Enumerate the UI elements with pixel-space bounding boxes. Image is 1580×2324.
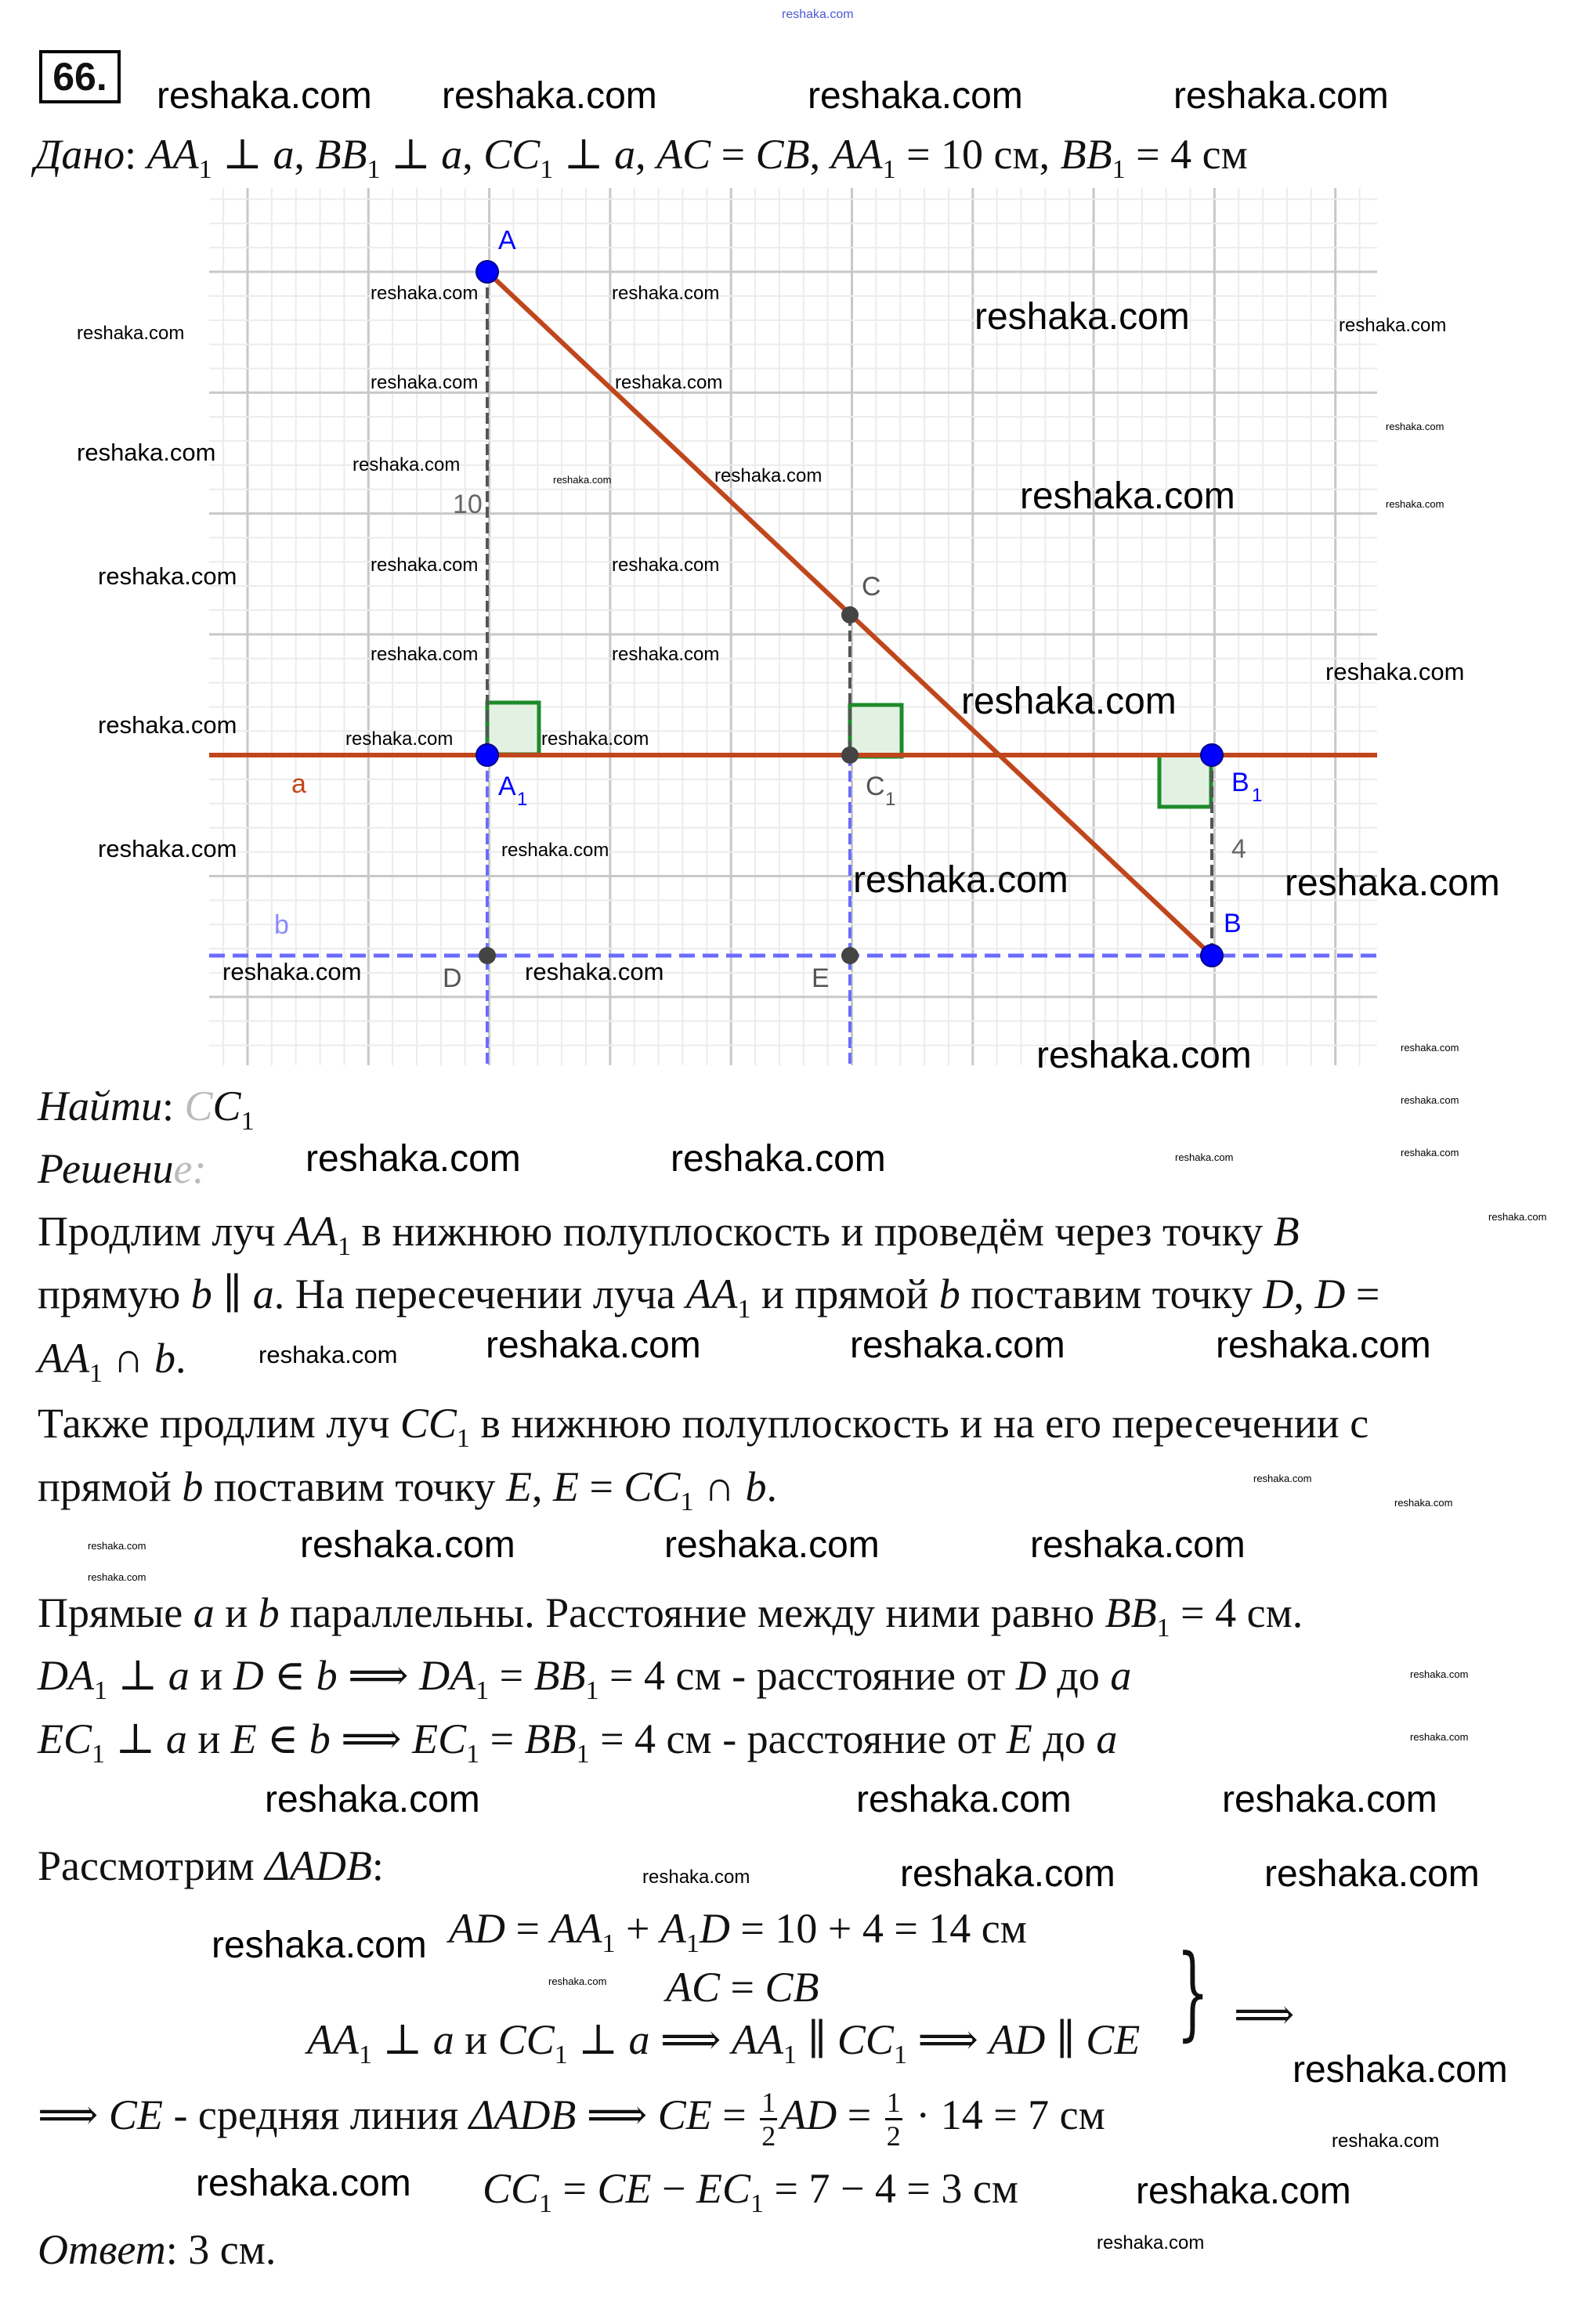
watermark: reshaka.com [345, 728, 454, 750]
watermark: reshaka.com [541, 728, 649, 750]
subscript: 1 [737, 1295, 751, 1324]
label-line-b: b [274, 910, 289, 940]
subscript: 1 [783, 2040, 797, 2069]
math-symbol: a [432, 2016, 454, 2063]
watermark: reshaka.com [782, 8, 854, 21]
subscript: 1 [882, 155, 896, 184]
text-segment: ∩ [693, 1463, 746, 1510]
subscript: 1 [240, 1107, 255, 1136]
watermark: reshaka.com [1410, 1731, 1469, 1743]
point-C [841, 606, 859, 623]
math-symbol: CE [108, 2091, 163, 2138]
text-segment: = 4 см - расстояние от [598, 1652, 1016, 1699]
line-p1 [38, 1206, 1300, 1272]
watermark: reshaka.com [98, 562, 237, 590]
fraction-denominator: 2 [886, 2120, 901, 2152]
watermark: reshaka.com [1173, 75, 1389, 117]
subscript: 1 [893, 2040, 907, 2069]
math-symbol: AA [307, 2016, 359, 2063]
watermark: reshaka.com [486, 1325, 701, 1366]
line-p2 [38, 1269, 1379, 1335]
line-p4 [38, 1398, 1368, 1464]
text-segment: − [651, 2165, 696, 2212]
math-symbol: a [614, 131, 636, 178]
text-segment: = [479, 1715, 525, 1762]
line-p5 [38, 1462, 777, 1527]
text-segment: : [125, 131, 147, 178]
text-segment: е: [173, 1145, 207, 1192]
watermark: reshaka.com [856, 1779, 1072, 1820]
point-A1 [476, 744, 498, 766]
watermark: reshaka.com [612, 283, 720, 304]
text-segment: : [162, 1082, 185, 1129]
point-B1 [1201, 744, 1223, 766]
subscript: 1 [685, 1929, 700, 1958]
text-segment: и [454, 2016, 498, 2063]
text-segment: и [214, 1589, 259, 1636]
math-symbol: CC [837, 2016, 894, 2063]
math-symbol: b [182, 1463, 204, 1510]
text-segment: = 10 см, [895, 131, 1061, 178]
subscript: 1 [475, 1676, 490, 1705]
fraction-numerator: 1 [886, 2087, 901, 2118]
watermark: reshaka.com [1339, 315, 1447, 336]
text-segment: , [809, 131, 831, 178]
text-segment: в нижнюю полуплоскость и на его пересечении с [469, 1400, 1369, 1447]
text-segment: , [462, 131, 484, 178]
watermark: reshaka.com [98, 835, 237, 862]
problem-number: 66. [39, 50, 121, 103]
label-A1-sub: 1 [517, 789, 528, 810]
text-segment: и прямой [750, 1270, 939, 1317]
text-segment: - средняя линия [162, 2091, 469, 2138]
watermark: reshaka.com [353, 454, 461, 475]
subscript: 1 [750, 2189, 765, 2218]
fraction-denominator: 2 [761, 2120, 776, 2152]
subscript: 1 [338, 1232, 352, 1261]
math-symbol: AA [38, 1335, 89, 1382]
line-p6 [38, 1588, 1303, 1654]
watermark: reshaka.com [1386, 498, 1444, 510]
text-segment: ∈ [263, 1652, 316, 1699]
text-segment: = 10 + 4 = 14 см [729, 1905, 1027, 1952]
watermark: reshaka.com [77, 323, 185, 344]
fraction-one-half [760, 2088, 777, 2150]
point-B [1201, 945, 1223, 967]
watermark: reshaka.com [1488, 1211, 1547, 1223]
text-segment: = [837, 2091, 882, 2138]
math-symbol: BB [1105, 1589, 1157, 1636]
text-segment: и [186, 1715, 231, 1762]
math-symbol: b [309, 1715, 331, 1762]
text-segment: , [531, 1463, 553, 1510]
text-segment: = [1345, 1270, 1380, 1317]
text-segment: ⟹ [337, 1652, 420, 1699]
line-find [38, 1081, 255, 1147]
system-brace: } [1177, 1932, 1209, 2051]
text-segment: прямую [38, 1270, 191, 1317]
text-segment: , [294, 131, 316, 178]
subscript: 1 [585, 1676, 599, 1705]
math-symbol: E [505, 1463, 532, 1510]
math-symbol: AA [685, 1270, 738, 1317]
watermark: reshaka.com [974, 296, 1190, 338]
watermark: reshaka.com [1036, 1035, 1252, 1076]
text-segment: = 4 см - расстояние от [589, 1715, 1007, 1762]
text-segment: поставим точку [960, 1270, 1264, 1317]
line-answer [38, 2225, 276, 2275]
subscript: 1 [358, 2040, 372, 2069]
math-symbol: EC [412, 1715, 467, 1762]
text-segment: ⟹ [330, 1715, 413, 1762]
line-solution [38, 1144, 206, 1194]
text-segment: = [552, 2165, 598, 2212]
math-symbol: b [938, 1270, 960, 1317]
math-symbol: a [193, 1589, 215, 1636]
text-segment: Дано [34, 131, 125, 178]
watermark: reshaka.com [196, 2163, 411, 2204]
text-segment: = 4 см. [1170, 1589, 1303, 1636]
point-D [479, 947, 496, 964]
math-symbol: BB [315, 131, 367, 178]
math-symbol: CC [497, 2016, 555, 2063]
text-segment: и [189, 1652, 233, 1699]
watermark: reshaka.com [1332, 2131, 1440, 2152]
text-segment: . На пересечении луча [273, 1270, 686, 1317]
text-segment: до [1032, 1715, 1097, 1762]
subscript: 1 [576, 1740, 590, 1769]
watermark: reshaka.com [612, 644, 720, 665]
math-symbol: AC [656, 131, 711, 178]
math-symbol: b [190, 1270, 212, 1317]
text-segment: ⊥ [380, 131, 442, 178]
text-segment: C [184, 1082, 213, 1129]
watermark: reshaka.com [615, 372, 723, 393]
fraction-one-half [885, 2088, 902, 2150]
subscript: 1 [554, 2040, 568, 2069]
text-segment: Прямые [38, 1589, 193, 1636]
math-symbol: a [168, 1652, 190, 1699]
text-segment: параллельны. Расстояние между ними равно [279, 1589, 1105, 1636]
label-A: A [498, 226, 516, 255]
math-symbol: AA [286, 1208, 338, 1255]
text-segment: : 3 см. [165, 2226, 277, 2273]
math-symbol: CC [624, 1463, 681, 1510]
math-symbol: CE [657, 2091, 712, 2138]
watermark: reshaka.com [900, 1853, 1115, 1895]
line-eq4a [38, 2088, 1105, 2150]
text-segment: = [720, 1964, 765, 2011]
math-symbol: E [552, 1463, 579, 1510]
watermark: reshaka.com [850, 1325, 1065, 1366]
text-segment: поставим точку [203, 1463, 506, 1510]
label-B1-sub: 1 [1252, 785, 1263, 806]
subscript: 1 [198, 155, 212, 184]
watermark: reshaka.com [371, 372, 479, 393]
text-segment: = [711, 2091, 757, 2138]
text-segment: = [578, 1463, 624, 1510]
subscript: 1 [1156, 1614, 1170, 1643]
watermark: reshaka.com [98, 711, 237, 739]
math-symbol: CC [483, 2165, 540, 2212]
subscript: 1 [1112, 155, 1126, 184]
watermark: reshaka.com [300, 1524, 515, 1566]
watermark: reshaka.com [1253, 1473, 1312, 1484]
text-segment: Найти [38, 1082, 162, 1129]
watermark: reshaka.com [1136, 2170, 1351, 2212]
text-segment: = 4 см [1125, 131, 1248, 178]
watermark: reshaka.com [371, 644, 479, 665]
subscript: 1 [92, 1740, 106, 1769]
line-given [34, 129, 1248, 195]
math-symbol: a [273, 131, 295, 178]
math-symbol: EC [696, 2165, 751, 2212]
label-C1-sub: 1 [885, 789, 896, 810]
watermark: reshaka.com [306, 1138, 521, 1180]
watermark: reshaka.com [1325, 658, 1465, 685]
text-segment: прямой [38, 1463, 183, 1510]
text-segment: ⟹ [576, 2091, 658, 2138]
math-symbol: BB [533, 1652, 586, 1699]
watermark: reshaka.com [961, 681, 1177, 722]
watermark: reshaka.com [1410, 1668, 1469, 1680]
watermark: reshaka.com [222, 958, 362, 985]
text-segment: ⟹ [38, 2091, 109, 2138]
math-symbol: DA [38, 1652, 94, 1699]
math-symbol: EC [38, 1715, 92, 1762]
text-segment: ∥ [212, 1270, 253, 1317]
text-segment: Ответ [38, 2226, 166, 2273]
text-segment: ⊥ [371, 2016, 433, 2063]
watermark: reshaka.com [265, 1779, 480, 1820]
watermark: reshaka.com [1097, 2232, 1205, 2254]
text-segment: , [635, 131, 657, 178]
subscript: 1 [93, 1676, 107, 1705]
subscript: 1 [540, 155, 554, 184]
right-angle-marker [850, 705, 902, 757]
text-segment: . [766, 1463, 777, 1510]
math-symbol: AD [449, 1905, 505, 1952]
math-symbol: D [1263, 1270, 1294, 1317]
text-segment: = [710, 131, 756, 178]
math-symbol: DA [419, 1652, 476, 1699]
math-symbol: b [316, 1652, 338, 1699]
line-p8 [38, 1714, 1117, 1780]
text-segment: Продлим луч [38, 1208, 287, 1255]
line-eq1 [449, 1903, 1027, 1969]
label-C1: C [866, 772, 885, 801]
math-symbol: E [230, 1715, 257, 1762]
label-length-4: 4 [1231, 834, 1246, 864]
watermark: reshaka.com [442, 75, 657, 117]
math-symbol: AD [780, 2091, 837, 2138]
watermark: reshaka.com [1222, 1779, 1437, 1820]
watermark: reshaka.com [501, 840, 609, 861]
text-segment: ⊥ [212, 131, 273, 178]
line-eq3 [307, 2015, 1140, 2080]
watermark: reshaka.com [1030, 1524, 1246, 1566]
math-symbol: AC [666, 1964, 721, 2011]
text-segment: : [371, 1842, 384, 1889]
watermark: reshaka.com [157, 75, 372, 117]
math-symbol: CC [400, 1400, 457, 1447]
math-symbol: a [628, 2016, 650, 2063]
text-segment: ∥ [1045, 2016, 1086, 2063]
line-p3 [38, 1333, 186, 1399]
watermark: reshaka.com [553, 474, 612, 486]
watermark: reshaka.com [1285, 862, 1500, 904]
math-symbol: E [1006, 1715, 1032, 1762]
label-D: D [443, 963, 462, 993]
text-segment: в нижнюю полуплоскость и проведём через точку [351, 1208, 1274, 1255]
text-segment: = [489, 1652, 534, 1699]
watermark: reshaka.com [88, 1540, 146, 1552]
watermark: reshaka.com [1216, 1325, 1431, 1366]
math-symbol: a [165, 1715, 187, 1762]
watermark: reshaka.com [212, 1925, 427, 1966]
math-symbol: D [1015, 1652, 1047, 1699]
math-symbol: ΔADB [468, 2091, 577, 2138]
text-segment: = [504, 1905, 551, 1952]
watermark: reshaka.com [1020, 475, 1235, 517]
watermark: reshaka.com [77, 439, 216, 466]
point-A [476, 261, 498, 283]
math-symbol: AA [146, 131, 199, 178]
subscript: 1 [466, 1740, 480, 1769]
watermark: reshaka.com [1401, 1147, 1459, 1158]
watermark: reshaka.com [612, 555, 720, 576]
math-symbol: a [1096, 1715, 1118, 1762]
text-segment: , [1293, 1270, 1315, 1317]
text-segment: ∥ [796, 2016, 837, 2063]
math-symbol: D [699, 1905, 730, 1952]
math-symbol: CE [1086, 2016, 1141, 2063]
math-symbol: D [1314, 1270, 1346, 1317]
text-segment: + [615, 1905, 660, 1952]
math-symbol: a [441, 131, 463, 178]
watermark: reshaka.com [548, 1975, 607, 1987]
subscript: 1 [602, 1929, 616, 1958]
math-symbol: A [660, 1905, 686, 1952]
math-symbol: CE [597, 2165, 652, 2212]
math-symbol: D [233, 1652, 264, 1699]
point-C1 [841, 746, 859, 764]
math-symbol: BB [1060, 131, 1112, 178]
text-segment: ⊥ [567, 2016, 629, 2063]
text-segment: до [1046, 1652, 1111, 1699]
line-p7 [38, 1650, 1131, 1716]
watermark: reshaka.com [1293, 2049, 1508, 2091]
text-segment: ⊥ [105, 1715, 166, 1762]
label-C: C [862, 572, 881, 602]
subscript: 1 [539, 2189, 553, 2218]
watermark: reshaka.com [1386, 421, 1444, 432]
watermark: reshaka.com [853, 859, 1068, 901]
math-symbol: CB [765, 1964, 819, 2011]
text-segment: . [175, 1335, 186, 1382]
math-symbol: a [1110, 1652, 1132, 1699]
label-B: B [1224, 909, 1242, 938]
text-segment: ⟹ [649, 2016, 732, 2063]
label-B1: B [1231, 768, 1249, 797]
math-symbol: B [1273, 1208, 1300, 1255]
subscript: 1 [456, 1424, 470, 1453]
subscript: 1 [89, 1359, 103, 1388]
fraction-numerator: 1 [761, 2087, 776, 2118]
watermark: reshaka.com [714, 465, 823, 486]
watermark: reshaka.com [371, 283, 479, 304]
text-segment: ∩ [102, 1335, 154, 1382]
watermark: reshaka.com [371, 555, 479, 576]
label-line-a: a [291, 769, 306, 799]
watermark: reshaka.com [259, 1341, 398, 1368]
label-A1: A [498, 772, 516, 801]
text-segment: Рассмотрим [38, 1842, 266, 1889]
subscript: 1 [680, 1487, 694, 1516]
text-segment: ⊥ [107, 1652, 168, 1699]
math-symbol: CB [755, 131, 810, 178]
math-symbol: AD [989, 2016, 1046, 2063]
watermark: reshaka.com [642, 1867, 750, 1888]
watermark: reshaka.com [1175, 1151, 1234, 1163]
text-segment: ⊥ [553, 131, 615, 178]
math-symbol: BB [524, 1715, 577, 1762]
watermark: reshaka.com [1401, 1042, 1459, 1054]
grid [209, 188, 1377, 1065]
watermark: reshaka.com [1394, 1497, 1453, 1509]
line-p9 [38, 1841, 384, 1891]
line-eq2 [666, 1962, 819, 2012]
watermark: reshaka.com [671, 1138, 886, 1180]
math-symbol: C [212, 1082, 241, 1129]
point-E [841, 947, 859, 964]
math-symbol: b [154, 1335, 175, 1382]
math-symbol: a [252, 1270, 274, 1317]
text-segment: ⟹ [906, 2016, 989, 2063]
watermark: reshaka.com [1401, 1094, 1459, 1106]
text-segment: ∈ [256, 1715, 309, 1762]
label-E: E [812, 963, 830, 993]
math-symbol: AA [731, 2016, 783, 2063]
text-segment: = 7 − 4 = 3 см [764, 2165, 1019, 2212]
text-segment: Решени [38, 1145, 174, 1192]
text-segment: Также продлим луч [38, 1400, 400, 1447]
label-length-10: 10 [453, 490, 483, 519]
math-symbol: b [258, 1589, 280, 1636]
math-symbol: ΔADB [265, 1842, 372, 1889]
math-symbol: b [745, 1463, 767, 1510]
brace-implies-arrow: ⟹ [1234, 1991, 1295, 2038]
subscript: 1 [367, 155, 381, 184]
text-segment: · 14 = 7 см [905, 2091, 1105, 2138]
math-symbol: AA [550, 1905, 602, 1952]
math-symbol: CC [483, 131, 541, 178]
watermark: reshaka.com [525, 958, 664, 985]
line-eq5 [483, 2163, 1018, 2229]
watermark: reshaka.com [1264, 1853, 1480, 1895]
watermark: reshaka.com [808, 75, 1023, 117]
math-symbol: AA [830, 131, 883, 178]
watermark: reshaka.com [664, 1524, 880, 1566]
watermark: reshaka.com [88, 1571, 146, 1583]
